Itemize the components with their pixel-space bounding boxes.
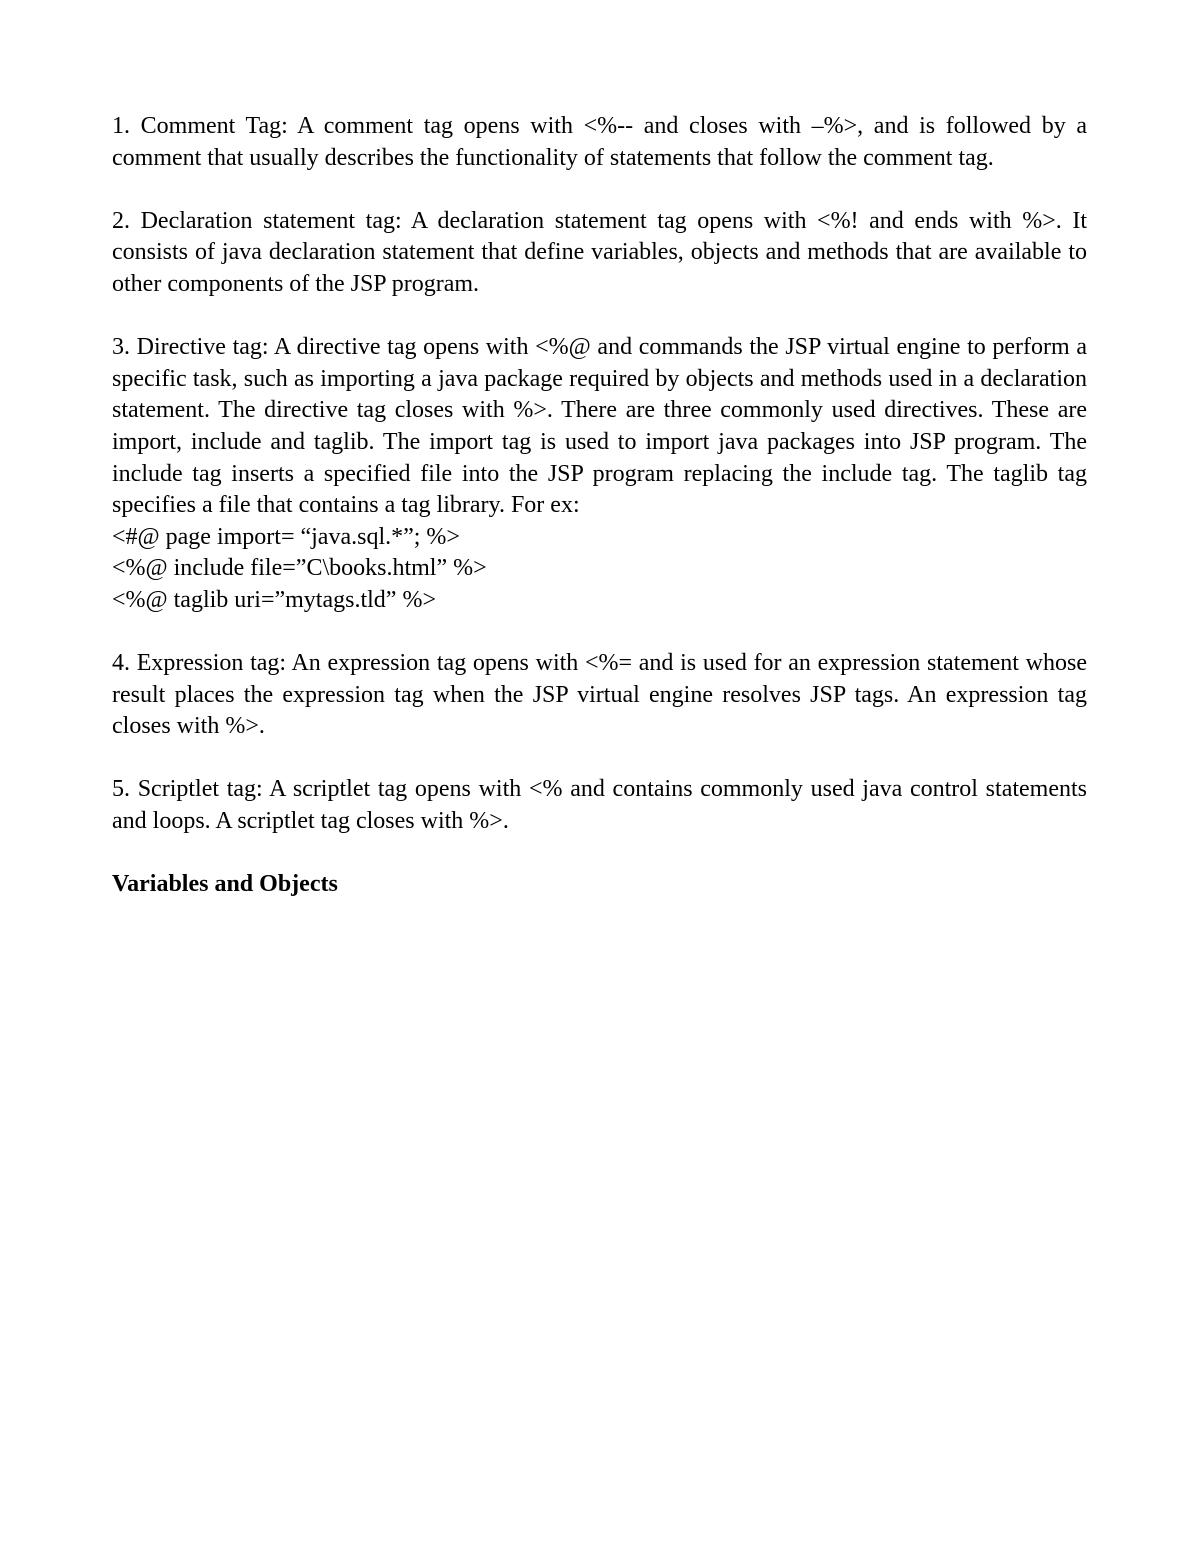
paragraph-scriptlet-tag: 5. Scriptlet tag: A scriptlet tag opens with <% and contains commonly used java control statements and loops. A scriptlet tag closes with %>.	[112, 776, 1087, 835]
paragraph-directive-tag	[112, 332, 1087, 616]
code-example-taglib: <%@ taglib uri=”mytags.tld” %>	[112, 586, 436, 613]
code-example-include: <%@ include file=”C\books.html” %>	[112, 555, 487, 582]
document-page	[112, 111, 1087, 901]
paragraph-declaration-tag: 2. Declaration statement tag: A declaration statement tag opens with <%! and ends with %>. It consists of java declaration statement that define variables, objects and methods that are available to other components of the JSP program.	[112, 207, 1087, 297]
code-example-import: <#@ page import= “java.sql.*”; %>	[112, 523, 460, 550]
directive-tag-text: 3. Directive tag: A directive tag opens with <%@ and commands the JSP virtual engine to perform a specific task, such as importing a java package required by objects and methods used in a declaration statement. The directive tag closes with %>. There are three commonly used directives. These are import, include and taglib. The import tag is used to import java packages into JSP program. The include tag inserts a specified file into the JSP program replacing the include tag. The taglib tag specifies a file that contains a tag library. For ex:	[112, 334, 1087, 519]
paragraph-expression-tag: 4. Expression tag: An expression tag opens with <%= and is used for an expression statement whose result places the expression tag when the JSP virtual engine resolves JSP tags. An expression tag closes with %>.	[112, 650, 1087, 740]
paragraph-comment-tag: 1. Comment Tag: A comment tag opens with <%-- and closes with –%>, and is followed by a comment that usually describes the functionality of statements that follow the comment tag.	[112, 113, 1087, 171]
section-heading: Variables and Objects	[112, 871, 338, 898]
